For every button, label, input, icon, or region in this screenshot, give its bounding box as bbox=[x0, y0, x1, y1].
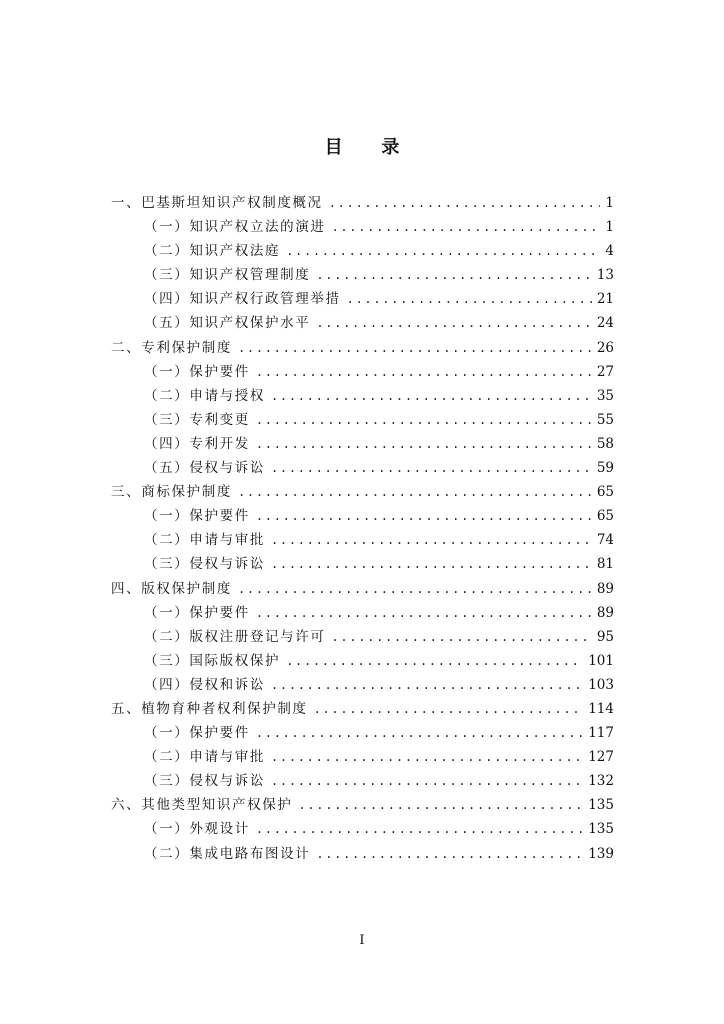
toc-dot-leader bbox=[331, 625, 591, 649]
toc-entry-page-number: 81 bbox=[596, 556, 614, 573]
toc-entry-label: （二）申请与审批 bbox=[144, 749, 265, 766]
toc-dot-leader bbox=[256, 408, 592, 432]
toc-entry-page-number: 21 bbox=[596, 291, 614, 308]
toc-entry-page-number: 55 bbox=[596, 411, 614, 428]
toc-chapter-entry bbox=[111, 336, 614, 360]
toc-dot-leader bbox=[256, 432, 592, 456]
toc-entry-label: 三、商标保护制度 bbox=[111, 484, 232, 501]
toc-entry-label: （一）外观设计 bbox=[144, 821, 250, 838]
toc-entry-label: （一）知识产权立法的演进 bbox=[144, 219, 326, 236]
toc-dot-leader bbox=[256, 721, 583, 745]
toc-entry-page-number: 132 bbox=[588, 773, 614, 790]
toc-entry-page-number: 89 bbox=[596, 604, 614, 621]
toc-entry-page-number: 135 bbox=[588, 821, 614, 838]
toc-entry-label: （一）保护要件 bbox=[144, 363, 250, 380]
toc-section-entry bbox=[111, 263, 614, 287]
toc-entry-page-number: 135 bbox=[588, 797, 614, 814]
toc-entry-label: （五）知识产权保护水平 bbox=[144, 315, 311, 332]
toc-entry-page-number: 89 bbox=[596, 580, 614, 597]
toc-dot-leader bbox=[256, 360, 592, 384]
toc-entry-page-number: 1 bbox=[605, 219, 614, 236]
toc-chapter-entry bbox=[111, 577, 614, 601]
toc-section-entry bbox=[111, 601, 614, 625]
toc-entry-label: 二、专利保护制度 bbox=[111, 339, 232, 356]
toc-section-entry bbox=[111, 239, 614, 263]
toc-dot-leader bbox=[256, 504, 592, 528]
toc-entry-page-number: 114 bbox=[588, 700, 614, 717]
toc-chapter-entry bbox=[111, 480, 614, 504]
toc-section-entry bbox=[111, 745, 614, 769]
toc-chapter-entry bbox=[111, 793, 614, 817]
toc-section-entry bbox=[111, 287, 614, 311]
toc-entry-label: 五、植物育种者权利保护制度 bbox=[111, 700, 308, 717]
toc-dot-leader bbox=[238, 577, 592, 601]
toc-entry-page-number: 74 bbox=[596, 532, 614, 549]
toc-section-entry bbox=[111, 456, 614, 480]
toc-entry-page-number: 117 bbox=[588, 725, 614, 742]
toc-entry-label: （二）版权注册登记与许可 bbox=[144, 628, 326, 645]
toc-entry-page-number: 27 bbox=[596, 363, 614, 380]
page-title: 目 录 bbox=[324, 137, 416, 158]
toc-entry-label: （一）保护要件 bbox=[144, 604, 250, 621]
toc-chapter-entry bbox=[111, 191, 614, 215]
toc-entry-page-number: 1 bbox=[605, 195, 614, 211]
toc-entry-label: （一）保护要件 bbox=[144, 508, 250, 525]
toc-entry-label: 六、其他类型知识产权保护 bbox=[111, 797, 293, 814]
toc-dot-leader bbox=[238, 480, 592, 504]
toc-section-entry bbox=[111, 432, 614, 456]
toc-entry-page-number: 4 bbox=[605, 243, 614, 260]
toc-dot-leader bbox=[286, 239, 600, 263]
toc-section-entry bbox=[111, 384, 614, 408]
toc-entry-label: （二）申请与授权 bbox=[144, 387, 265, 404]
toc-entry-label: 一、巴基斯坦知识产权制度概况 bbox=[111, 195, 323, 211]
toc-entry-label: （一）保护要件 bbox=[144, 725, 250, 742]
toc-dot-leader bbox=[314, 697, 584, 721]
toc-entry-label: （五）侵权与诉讼 bbox=[144, 460, 265, 477]
toc-entry-page-number: 59 bbox=[596, 460, 614, 477]
footer-page-number: I bbox=[359, 933, 365, 948]
toc-section-entry bbox=[111, 673, 614, 697]
toc-section-entry bbox=[111, 721, 614, 745]
toc-section-entry bbox=[111, 528, 614, 552]
toc-entry-label: （二）集成电路布图设计 bbox=[144, 845, 311, 862]
toc-dot-leader bbox=[271, 673, 583, 697]
toc-dot-leader bbox=[238, 336, 592, 360]
toc-entry-page-number: 26 bbox=[596, 339, 614, 356]
table-of-contents bbox=[111, 191, 614, 866]
toc-entry-page-number: 139 bbox=[588, 845, 614, 862]
toc-section-entry bbox=[111, 215, 614, 239]
toc-section-entry bbox=[111, 769, 614, 793]
toc-entry-label: 四、版权保护制度 bbox=[111, 580, 232, 597]
toc-entry-label: （三）侵权与诉讼 bbox=[144, 556, 265, 573]
toc-dot-leader bbox=[298, 793, 583, 817]
toc-section-entry bbox=[111, 842, 614, 866]
toc-section-entry bbox=[111, 408, 614, 432]
toc-section-entry bbox=[111, 504, 614, 528]
toc-entry-page-number: 24 bbox=[596, 315, 614, 332]
toc-entry-label: （三）专利变更 bbox=[144, 411, 250, 428]
toc-entry-label: （四）侵权和诉讼 bbox=[144, 676, 265, 693]
toc-dot-leader bbox=[271, 456, 592, 480]
toc-chapter-entry bbox=[111, 697, 614, 721]
toc-dot-leader bbox=[271, 528, 592, 552]
toc-entry-label: （四）知识产权行政管理举措 bbox=[144, 291, 341, 308]
toc-section-entry bbox=[111, 552, 614, 576]
toc-dot-leader bbox=[271, 552, 592, 576]
toc-dot-leader bbox=[271, 769, 583, 793]
toc-entry-page-number: 58 bbox=[596, 435, 614, 452]
toc-entry-page-number: 103 bbox=[588, 676, 614, 693]
toc-entry-label: （四）专利开发 bbox=[144, 435, 250, 452]
toc-dot-leader bbox=[329, 191, 601, 215]
toc-section-entry bbox=[111, 360, 614, 384]
toc-entry-label: （三）侵权与诉讼 bbox=[144, 773, 265, 790]
toc-entry-label: （三）知识产权管理制度 bbox=[144, 267, 311, 284]
toc-section-entry bbox=[111, 817, 614, 841]
toc-section-entry bbox=[111, 649, 614, 673]
toc-dot-leader bbox=[271, 745, 583, 769]
toc-dot-leader bbox=[256, 817, 583, 841]
toc-entry-label: （二）申请与审批 bbox=[144, 532, 265, 549]
toc-entry-page-number: 35 bbox=[596, 387, 614, 404]
toc-dot-leader bbox=[316, 842, 583, 866]
toc-dot-leader bbox=[271, 384, 592, 408]
toc-dot-leader bbox=[316, 311, 591, 335]
toc-section-entry bbox=[111, 311, 614, 335]
toc-dot-leader bbox=[256, 601, 592, 625]
toc-entry-page-number: 65 bbox=[596, 508, 614, 525]
toc-dot-leader bbox=[347, 287, 592, 311]
toc-entry-page-number: 101 bbox=[588, 652, 614, 669]
toc-section-entry bbox=[111, 625, 614, 649]
toc-entry-page-number: 95 bbox=[596, 628, 614, 645]
toc-entry-page-number: 13 bbox=[596, 267, 614, 284]
toc-entry-page-number: 127 bbox=[588, 749, 614, 766]
toc-entry-label: （二）知识产权法庭 bbox=[144, 243, 281, 260]
toc-dot-leader bbox=[286, 649, 583, 673]
toc-entry-label: （三）国际版权保护 bbox=[144, 652, 281, 669]
toc-entry-page-number: 65 bbox=[596, 484, 614, 501]
toc-dot-leader bbox=[316, 263, 591, 287]
toc-dot-leader bbox=[331, 215, 600, 239]
